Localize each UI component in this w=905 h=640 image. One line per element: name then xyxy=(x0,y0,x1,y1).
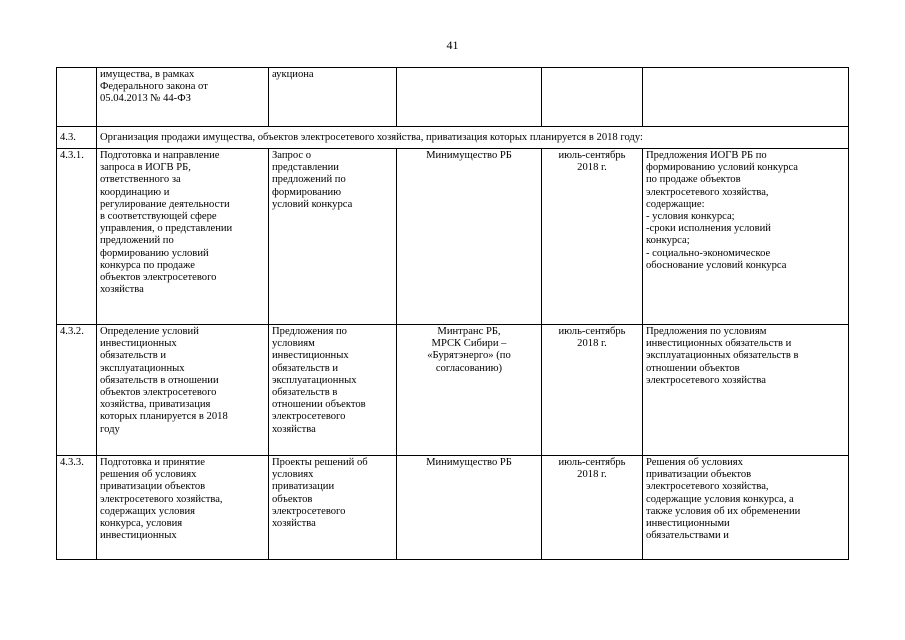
responsible-cell: Минимущество РБ xyxy=(397,149,542,325)
page-number: 41 xyxy=(446,38,459,52)
section-row xyxy=(57,127,849,149)
table-row xyxy=(57,149,849,325)
result-cell: Решения об условиях приватизации объектов электросетевого хозяйства, содержащие условия конкурса, а также условия об их обременении инвестиционными обязательствами и xyxy=(643,456,849,560)
action-cell: Определение условий инвестиционных обязательств и эксплуатационных обязательств в отношении объектов электросетевого хозяйства, приватизация которых планируется в 2018 году xyxy=(97,325,269,456)
action-cell: Подготовка и направление запроса в ИОГВ РБ, ответственного за координацию и регулирование деятельности в соответствующей сфере управления, о представлении предложений по формированию условий конкурса по продаже объектов электросетевого хозяйства xyxy=(97,149,269,325)
responsible-cell: Минтранс РБ, МРСК Сибири – «Бурятэнерго» (по согласованию) xyxy=(397,325,542,456)
plan-table xyxy=(56,67,849,560)
row-number: 4.3.2. xyxy=(57,325,97,456)
action-cell: Подготовка и принятие решения об условиях приватизации объектов электросетевого хозяйства, содержащих условия конкурса, условия инвестиционных xyxy=(97,456,269,560)
document-cell: Проекты решений об условиях приватизации объектов электросетевого хозяйства xyxy=(269,456,397,560)
table-row xyxy=(57,68,849,127)
deadline-cell: июль-сентябрь 2018 г. xyxy=(542,149,643,325)
document-cell: Предложения по условиям инвестиционных обязательств и эксплуатационных обязательств в отношении объектов электросетевого хозяйства xyxy=(269,325,397,456)
action-cell: имущества, в рамках Федерального закона от 05.04.2013 № 44-ФЗ xyxy=(97,68,269,127)
row-number: 4.3.1. xyxy=(57,149,97,325)
responsible-cell: Минимущество РБ xyxy=(397,456,542,560)
deadline-cell: июль-сентябрь 2018 г. xyxy=(542,325,643,456)
section-title-text: Организация продажи имущества, объектов электросетевого хозяйства, приватизация которых планируется в 2018 году: xyxy=(100,132,643,143)
result-cell: Предложения по условиям инвестиционных обязательств и эксплуатационных обязательств в отношении объектов электросетевого хозяйства xyxy=(643,325,849,456)
section-number: 4.3. xyxy=(57,127,97,149)
deadline-cell xyxy=(542,68,643,127)
row-number xyxy=(57,68,97,127)
responsible-cell xyxy=(397,68,542,127)
section-title xyxy=(97,127,849,149)
table-row xyxy=(57,325,849,456)
deadline-cell: июль-сентябрь 2018 г. xyxy=(542,456,643,560)
document-cell: Запрос о представлении предложений по формированию условий конкурса xyxy=(269,149,397,325)
result-cell xyxy=(643,68,849,127)
row-number: 4.3.3. xyxy=(57,456,97,560)
table-row xyxy=(57,456,849,560)
result-cell: Предложения ИОГВ РБ по формированию условий конкурса по продаже объектов электросетевого хозяйства, содержащие: - условия конкурса; -сроки исполнения условий конкурса; - социально-экономическое обоснование условий конкурса xyxy=(643,149,849,325)
document-cell: аукциона xyxy=(269,68,397,127)
